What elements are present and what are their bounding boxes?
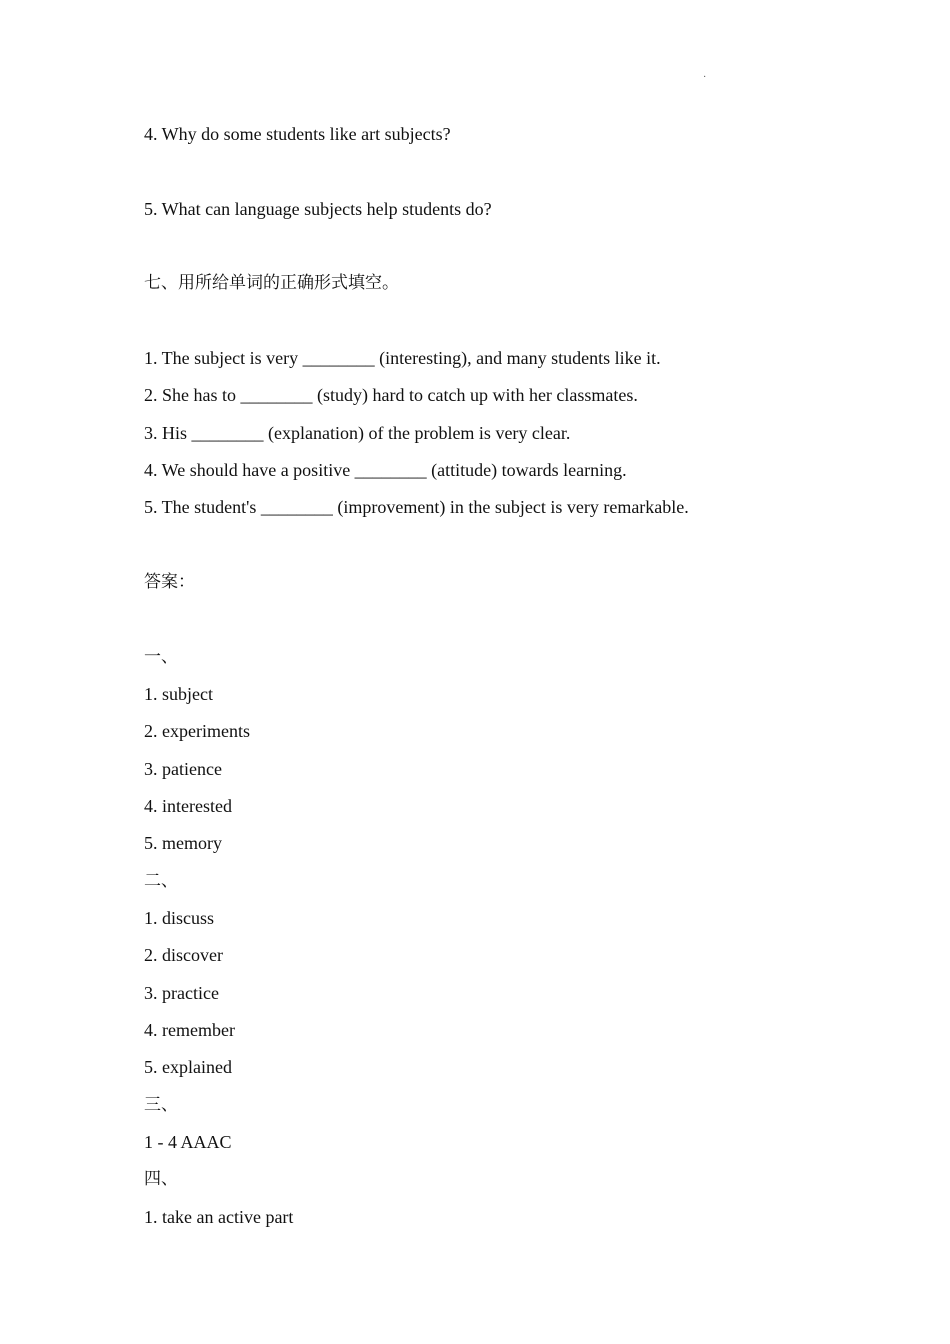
answer-item: 5. explained <box>144 1057 232 1077</box>
answer-item: 5. memory <box>144 833 222 853</box>
answers-heading: 答案： <box>144 572 195 592</box>
fill-blank-item-4: 4. We should have a positive ________ (attitude) towards learning. <box>144 460 627 480</box>
header-mark: · <box>703 72 707 83</box>
answer-item: 3. patience <box>144 759 222 779</box>
question-4: 4. Why do some students like art subjects? <box>144 124 451 144</box>
fill-blank-item-2: 2. She has to ________ (study) hard to catch up with her classmates. <box>144 385 638 405</box>
fill-blank-item-5: 5. The student's ________ (improvement) in the subject is very remarkable. <box>144 497 689 517</box>
answer-item: 1. take an active part <box>144 1207 294 1227</box>
answer-part-4-label: 四、 <box>144 1169 178 1189</box>
fill-blank-item-3: 3. His ________ (explanation) of the problem is very clear. <box>144 423 571 443</box>
answer-item: 3. practice <box>144 983 219 1003</box>
answer-part-3-label: 三、 <box>144 1095 178 1115</box>
answer-part-2-label: 二、 <box>144 871 178 891</box>
question-5: 5. What can language subjects help students do? <box>144 199 492 219</box>
answer-item: 1. subject <box>144 684 213 704</box>
answer-item: 1. discuss <box>144 908 215 928</box>
section-7-heading: 七、用所给单词的正确形式填空。 <box>144 273 399 293</box>
answer-item: 4. remember <box>144 1020 235 1040</box>
answer-part-1-label: 一、 <box>144 647 178 667</box>
answer-item: 1 - 4 AAAC <box>144 1132 232 1152</box>
answer-item: 2. discover <box>144 945 223 965</box>
answer-item: 4. interested <box>144 796 232 816</box>
fill-blank-item-1: 1. The subject is very ________ (interesting), and many students like it. <box>144 348 661 368</box>
answer-item: 2. experiments <box>144 721 250 741</box>
